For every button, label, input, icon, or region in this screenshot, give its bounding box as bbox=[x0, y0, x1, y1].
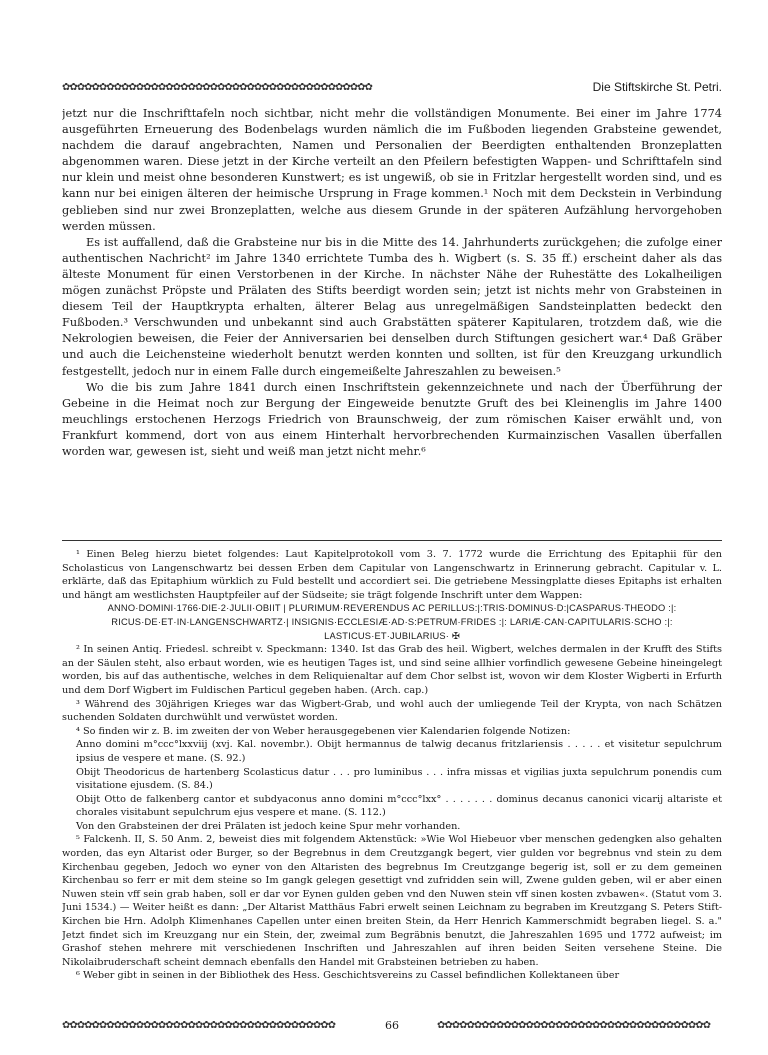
footnotes bbox=[62, 548, 722, 983]
page-footer bbox=[62, 1018, 722, 1034]
running-title: Die Stiftskirche St. Petri. bbox=[592, 80, 722, 94]
footer-ornament-right: ✿✿✿✿✿✿✿✿✿✿✿✿✿✿✿✿✿✿✿✿✿✿✿✿✿✿✿✿✿✿✿✿✿✿✿✿✿ bbox=[437, 1021, 711, 1031]
main-text bbox=[62, 106, 722, 460]
document-page bbox=[62, 78, 722, 1038]
footnote-4-remark: Von den Grabsteinen der drei Prälaten ist jedoch keine Spur mehr vorhanden. bbox=[76, 820, 461, 832]
running-header bbox=[62, 78, 722, 98]
footnote-2: ² In seinen Antiq. Friedesl. schreibt v. Speckmann: 1340. Ist das Grab des heil. Wigbert, welches dermalen in der Krufft des Stifts an der Säulen steht, also erbaut worden, wie es heutigen Tages ist, und sind seine allhier vorfindlich gewesene Gebeine hineingelegt worden, bis auf das authentische, welches in dem Reliquienaltar auf dem Chor selbst ist, wovon wir dem Kloster Wigberti in Erfurth und dem Dorf Wigbert im Fuldischen Particul gegeben haben. (Arch. cap.) bbox=[62, 644, 722, 696]
footnote-1-inscription: ANNO·DOMINI·1766·DIE·2·JULII·OBIIT | PLURIMUM·REVERENDUS AC PERILLUS:|:TRIS·DOMINUS·D:|CASPARUS·THEODO :|: RICUS·DE·ET·IN·LANGENSCHWARTZ·| INSIGNIS·ECCLESIÆ·AD·S:PETRUM·FRIDES :|: LARIÆ·CAN·CAPITULARIS·SCHO :|: LASTICUS·ET·JUBILARIUS· ✠ bbox=[107, 603, 677, 641]
paragraph: jetzt nur die Inschrifttafeln noch sichtbar, nicht mehr die vollständigen Monumente. Bei einer im Jahre 1774 ausgeführten Erneuerung des Bodenbelags wurden nämlich die im Fußboden liegenden Grabsteine gewendet, nachdem die darauf angebrachten, Namen und Personalien der Beerdigten enthaltenden Bronzeplatten abgenommen waren. Diese jetzt in der Kirche verteilt an den Pfeilern befestigten Wappen- und Schrifttafeln sind nur klein und meist ohne besonderen Kunstwert; es ist ungewiß, ob sie in Fritzlar hergestellt worden sind, und es kann nur bei einigen älteren der heimische Ursprung in Frage kommen.¹ Noch mit dem Deckstein in Verbindung geblieben sind nur zwei Bronzeplatten, welche aus diesem Grunde in der späteren Aufzählung hervorgehoben werden müssen. bbox=[62, 107, 722, 233]
footnote-6: ⁶ Weber gibt in seinen in der Bibliothek des Hess. Geschichtsvereins zu Cassel befindlichen Kollektaneen über bbox=[76, 970, 620, 982]
footnote-1: ¹ Einen Beleg hierzu bietet folgendes: Laut Kapitelprotokoll vom 3. 7. 1772 wurde die Errichtung des Epitaphii für den Scholasticus von Langenschwartz bei dessen Erben dem Capitular von Langenschwartz in Erinnerung gebracht. Capitular v. L. erklärte, daß das Epitaphium würklich zu Fuld bestellt und accordiert sei. Die getriebene Messingplatte dieses Epitaphs ist erhalten und hängt am westlichsten Hauptpfeiler auf der Südseite; sie trägt folgende Inschrift unter dem Wappen: bbox=[62, 549, 722, 601]
footnote-4-quote: Obijt Otto de falkenberg cantor et subdyaconus anno domini m°ccc°lxx° . . . . . . . dominus decanus canonici vicarij altariste et chorales visitabunt sepulchrum ejus vespere et mane. (S. 112.) bbox=[76, 793, 722, 819]
footnote-4: ⁴ So finden wir z. B. im zweiten der von Weber herausgegebenen vier Kalendarien folgende Notizen: bbox=[76, 725, 571, 737]
header-ornament: ✿✿✿✿✿✿✿✿✿✿✿✿✿✿✿✿✿✿✿✿✿✿✿✿✿✿✿✿✿✿✿✿✿✿✿✿✿✿✿✿✿✿ bbox=[62, 83, 372, 93]
page-number: 66 bbox=[385, 1019, 399, 1032]
paragraph: Wo die bis zum Jahre 1841 durch einen Inschriftstein gekennzeichnete und nach der Überführung der Gebeine in die Heimat noch zur Bergung der Eingeweide benutzte Gruft des bei Kleinenglis im Jahre 1400 meuchlings erstochenen Herzogs Friedrich von Braunschweig, der zum römischen Kaiser erwählt und, von Frankfurt kommend, dort von aus einem Hinterhalt hervorbrechenden Kurmainzischen Vasallen überfallen worden war, gewesen ist, sieht und weiß man jetzt nicht mehr.⁶ bbox=[62, 380, 722, 458]
footnote-3: ³ Während des 30jährigen Krieges war das Wigbert-Grab, und wohl auch der umliegende Teil der Krypta, von nach Schätzen suchenden Soldaten durchwühlt und verwüstet worden. bbox=[62, 698, 722, 724]
footer-ornament-left: ✿✿✿✿✿✿✿✿✿✿✿✿✿✿✿✿✿✿✿✿✿✿✿✿✿✿✿✿✿✿✿✿✿✿✿✿✿ bbox=[62, 1021, 336, 1031]
footnote-4-quote: Obijt Theodoricus de hartenberg Scolasticus datur . . . pro luminibus . . . infra missas et vigilias juxta sepulchrum ponendis cum visitatione ejusdem. (S. 84.) bbox=[76, 766, 722, 792]
footnote-divider bbox=[62, 540, 722, 541]
footnote-5: ⁵ Falckenh. II, S. 50 Anm. 2, beweist dies mit folgendem Aktenstück: »Wie Wol Hiebeuor vber menschen gedengken also gehalten worden, das eyn Altarist oder Burger, so der Begrebnus in dem Creutzgangk begert, vier gulden vor begrebnus vnd stein zu dem Kirchenbau gegeben, Jedoch wo eyner von den Altaristen des begrebnus Im Creutzgange begerig ist, soll er zu dem gemeinen Kirchenbau so ferr er mit dem steine so Im gangk gelegen gesettigt vnd zufridden sein will, Zwene gulden geben, wil er aber einen Nuwen stein vff sein grab haben, soll er dar vor Eynen gulden geben vnd den Nuwen stein vff sinen kosten zvbawen«. (Statut vom 3. Juni 1534.) — Weiter heißt es dann: „Der Altarist Matthäus Fabri erwelt seinen Leichnam zu begraben im Kreutzgang S. Peters Stift-Kirchen bie Hrn. Adolph Klimenhanes Capellen unter einen breiten Stein, da Herr Henrich Kammerschmidt begraben liegel. S. a." Jetzt findet sich im Kreuzgang nur ein Stein, der, zweimal zum Begräbnis benutzt, die Jahreszahlen 1695 und 1772 aufweist; im Grashof stehen mehrere mit verschiedenen Inschriften und Jahreszahlen auf ihren beiden Seiten versehene Steine. Die Nikolaibruderschaft scheint demnach ebenfalls den Handel mit Grabsteinen betrieben zu haben. bbox=[62, 834, 722, 968]
footnote-4-quote: Anno domini m°ccc°lxxviij (xvj. Kal. novembr.). Obijt hermannus de talwig decanus fritzlariensis . . . . . et visitetur sepulchrum ipsius de vespere et mane. (S. 92.) bbox=[76, 739, 722, 764]
paragraph: Es ist auffallend, daß die Grabsteine nur bis in die Mitte des 14. Jahrhunderts zurückgehen; die zufolge einer authentischen Nachricht² im Jahre 1340 errichtete Tumba des h. Wigbert (s. S. 35 ff.) erscheint daher als das älteste Monument für einen Verstorbenen in der Kirche. In nächster Nähe der Ruhestätte des Lokalheiligen mögen zunächst Pröpste und Prälaten des Stifts beerdigt worden sein; jetzt ist nichts mehr von Grabsteinen in diesem Teil der Hauptkrypta erhalten, älterer Belag aus unregelmäßigen Sandsteinplatten bedeckt den Fußboden.³ Verschwunden und unbekannt sind auch Grabstätten späterer Kapitularen, trotzdem daß, wie die Nekrologien beweisen, die Feier der Anniversarien bei denselben durch Stiftungen gesichert war.⁴ Daß Gräber und auch die Leichensteine wiederholt benutzt werden konnten und sollten, ist für den Kreuzgang urkundlich festgestellt, jedoch nur in einem Falle durch eingemeißelte Jahreszahlen zu beweisen.⁵ bbox=[62, 235, 722, 378]
